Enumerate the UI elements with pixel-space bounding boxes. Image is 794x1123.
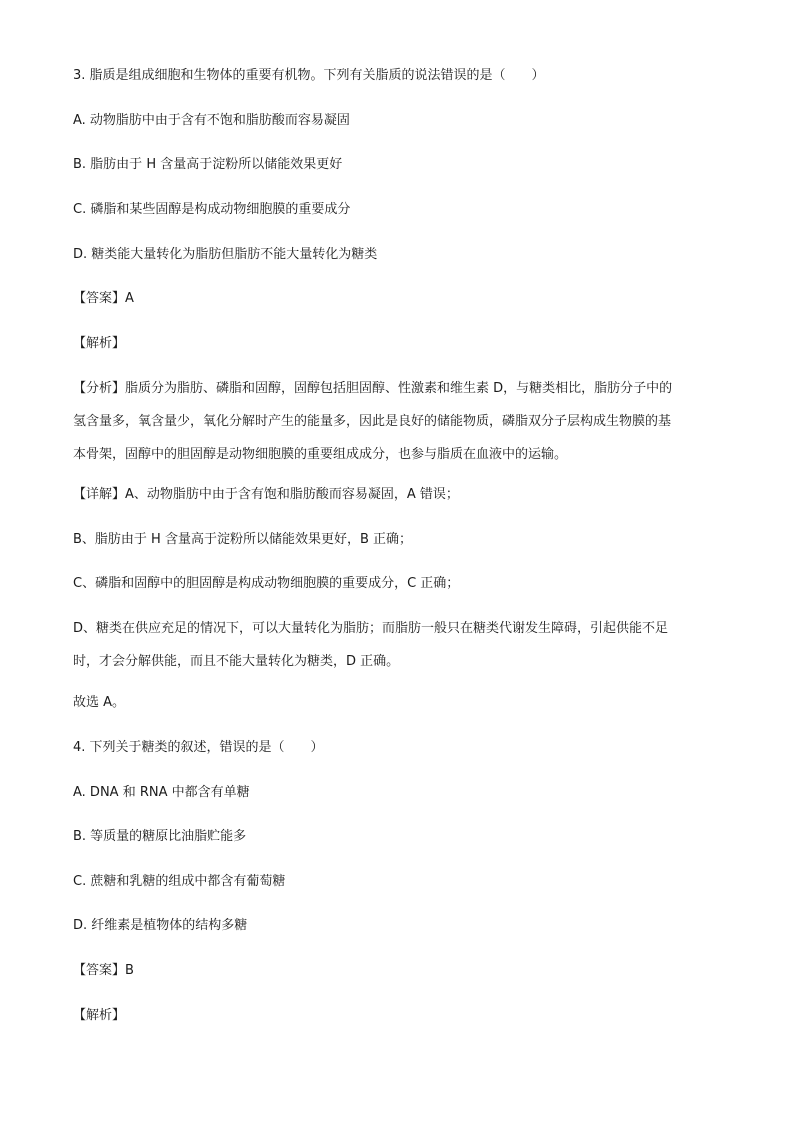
question-3-stem: 3. 脂质是组成细胞和生物体的重要有机物。下列有关脂质的说法错误的是（ ） [73, 68, 545, 83]
question-3-detail-b: B、脂肪由于 H 含量高于淀粉所以储能效果更好，B 正确； [73, 532, 413, 547]
question-3-option-a: A. 动物脂肪中由于含有不饱和脂肪酸而容易凝固 [73, 113, 350, 128]
analysis-line: 本骨架，固醇中的胆固醇是动物细胞膜的重要组成成分，也参与脂质在血液中的运输。 [73, 447, 568, 462]
question-3-option-d: D. 糖类能大量转化为脂肪但脂肪不能大量转化为糖类 [73, 247, 378, 262]
question-3-detail-a: 【详解】A、动物脂肪中由于含有饱和脂肪酸而容易凝固，A 错误； [73, 487, 459, 502]
question-3-conclusion: 故选 A。 [73, 695, 126, 710]
question-3-analysis-heading: 【解析】 [73, 336, 126, 351]
question-4-option-d: D. 纤维素是植物体的结构多糖 [73, 918, 248, 933]
detail-line: 时，才会分解供能，而且不能大量转化为糖类，D 正确。 [73, 654, 400, 669]
question-4-option-c: C. 蔗糖和乳糖的组成中都含有葡萄糖 [73, 874, 286, 889]
question-3-option-b: B. 脂肪由于 H 含量高于淀粉所以储能效果更好 [73, 157, 343, 172]
question-4-answer: 【答案】B [73, 963, 134, 978]
question-4-analysis-heading: 【解析】 [73, 1008, 126, 1023]
question-4-stem: 4. 下列关于糖类的叙述，错误的是（ ） [73, 740, 324, 755]
analysis-line: 氢含量多，氧含量少，氧化分解时产生的能量多，因此是良好的储能物质，磷脂双分子层构成生物膜的基 [73, 414, 672, 429]
question-3-answer: 【答案】A [73, 291, 134, 306]
question-3-detail-c: C、磷脂和固醇中的胆固醇是构成动物细胞膜的重要成分，C 正确； [73, 576, 460, 591]
question-4-option-a: A. DNA 和 RNA 中都含有单糖 [73, 785, 250, 800]
question-3-analysis-paragraph [73, 372, 721, 471]
question-3-option-c: C. 磷脂和某些固醇是构成动物细胞膜的重要成分 [73, 202, 351, 217]
detail-line: D、糖类在供应充足的情况下，可以大量转化为脂肪；而脂肪一般只在糖类代谢发生障碍，引起供能不足 [73, 621, 669, 636]
question-4-option-b: B. 等质量的糖原比油脂贮能多 [73, 829, 247, 844]
question-3-detail-d-paragraph [73, 612, 721, 678]
analysis-line: 【分析】脂质分为脂肪、磷脂和固醇，固醇包括胆固醇、性激素和维生素 D，与糖类相比，脂肪分子中的 [73, 381, 673, 396]
